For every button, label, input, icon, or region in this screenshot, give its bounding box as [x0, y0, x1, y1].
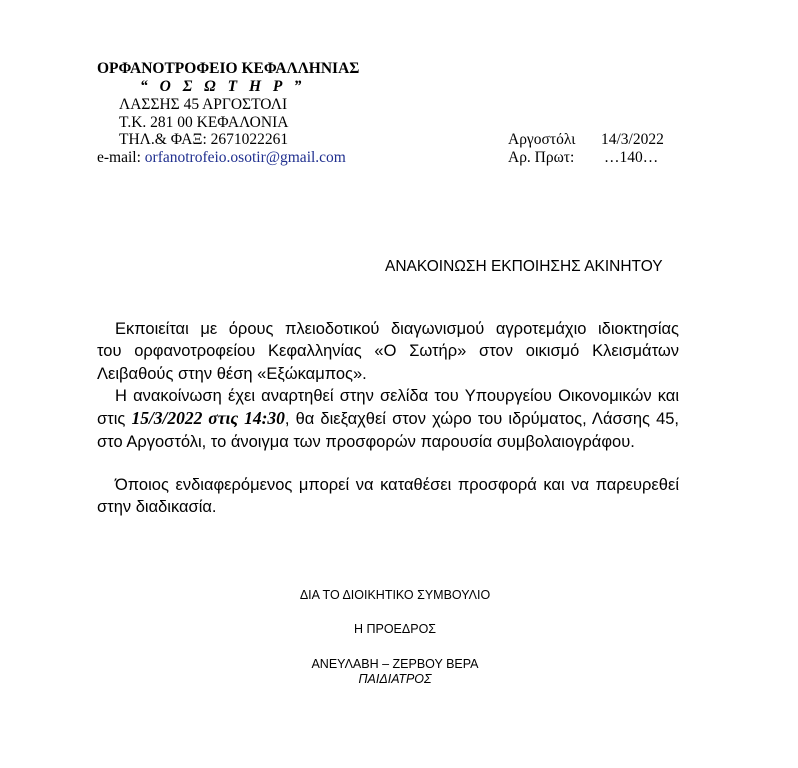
address-postal: Τ.Κ. 281 00 ΚΕΦΑΛΟΝΙΑ — [119, 114, 289, 131]
document-date: 14/3/2022 — [601, 131, 664, 148]
announcement-title: ΑΝΑΚΟΙΝΩΣΗ ΕΚΠΟΙΗΣΗΣ ΑΚΙΝΗΤΟΥ — [385, 258, 663, 275]
paragraph-1-line-1: Εκποιείται με όρους πλειοδοτικού διαγωνισμού αγροτεμάχιο ιδιοκτησίας — [115, 320, 679, 338]
auction-datetime: 15/3/2022 στις 14:30 — [131, 408, 285, 429]
paragraph-2 — [97, 385, 679, 453]
organization-subtitle: “ Ο Σ Ω Τ Η Ρ ” — [140, 78, 306, 95]
phone-fax: ΤΗΛ.& ΦΑΞ: 2671022261 — [119, 131, 289, 148]
paragraph-1-line-3: Λειβαθούς στην θέση «Εξώκαμπος». — [97, 364, 367, 383]
email-label: e-mail: — [97, 149, 141, 166]
email-row — [97, 149, 346, 167]
signature-profession: ΠΑΙΔΙΑΤΡΟΣ — [358, 672, 432, 686]
organization-name: ΟΡΦΑΝΟΤΡΟΦΕΙΟ ΚΕΦΑΛΛΗΝΙΑΣ — [97, 60, 360, 77]
paragraph-2-end: , θα διεξαχθεί στον χώρο του ιδρύματος, Λάσσης 45, στο Αργοστόλι, το άνοιγμα των προσφορών παρουσία συμβολαιογράφου. — [97, 410, 680, 451]
place-label: Αργοστόλι — [508, 131, 576, 148]
paragraph-2-text — [97, 385, 679, 453]
paragraph-2-start: Η ανακοίνωση έχει αναρτηθεί στην σελίδα του Υπουργείου Οικονομικών και στις — [97, 387, 679, 429]
paragraph-3 — [97, 474, 679, 519]
protocol-label: Αρ. Πρωτ: — [508, 149, 575, 166]
email-link[interactable]: orfanotrofeio.osotir@gmail.com — [144, 149, 346, 166]
paragraph-3-text: Όποιος ενδιαφερόμενος μπορεί να καταθέσει προσφορά και να παρευρεθεί στην διαδικασία. — [97, 476, 679, 517]
address-street: ΛΑΣΣΗΣ 45 ΑΡΓΟΣΤΟΛΙ — [119, 96, 288, 113]
signature-role: Η ΠΡΟΕΔΡΟΣ — [353, 622, 437, 636]
paragraph-1 — [97, 318, 679, 385]
paragraph-1-line-2: του ορφανοτροφείου Κεφαλληνίας «Ο Σωτήρ» στον οικισμό Κλεισμάτων — [97, 342, 679, 361]
protocol-number: …140… — [604, 149, 659, 166]
signature-name: ΑΝΕΥΛΑΒΗ – ΖΕΡΒΟΥ ΒΕΡΑ — [311, 657, 479, 671]
signature-board: ΔΙΑ ΤΟ ΔΙΟΙΚΗΤΙΚΟ ΣΥΜΒΟΥΛΙΟ — [299, 588, 491, 602]
